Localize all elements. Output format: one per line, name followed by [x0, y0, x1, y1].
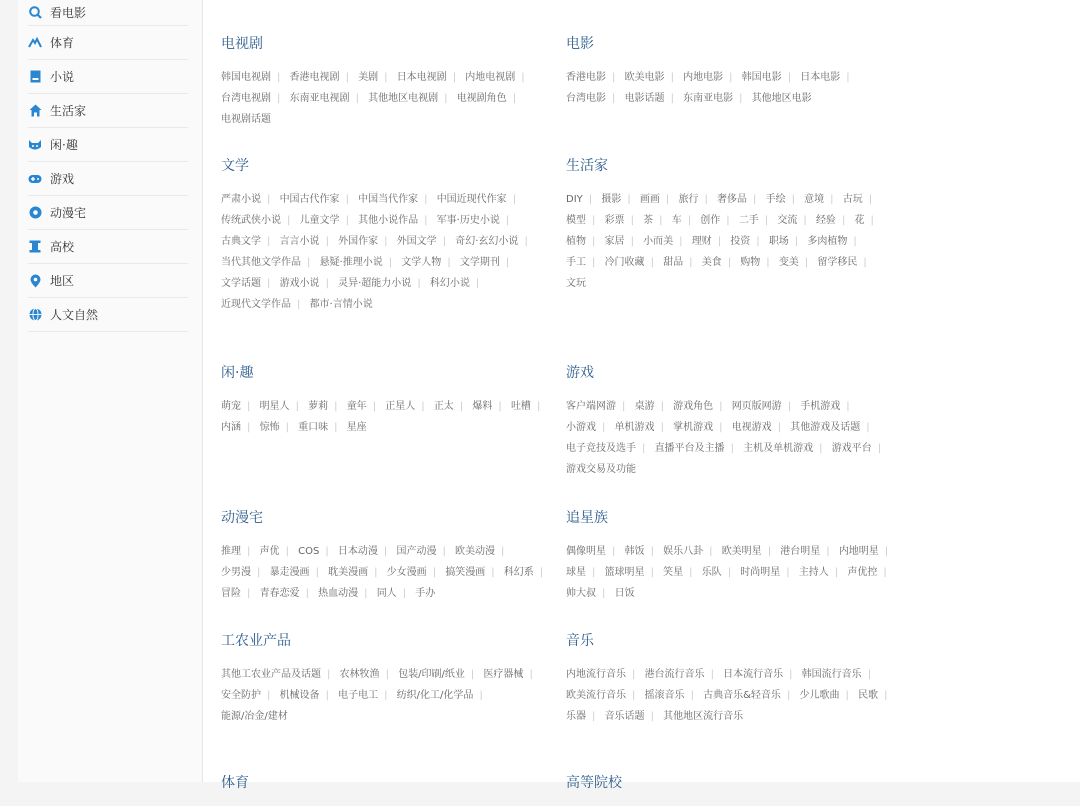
- section-title[interactable]: 高等院校: [566, 775, 622, 791]
- tag-list: [566, 189, 896, 294]
- tag-link[interactable]: 交流 |: [777, 215, 812, 226]
- tag-link[interactable]: 同人 |: [377, 588, 412, 599]
- section-title[interactable]: 闲·趣: [221, 365, 254, 381]
- tag-link[interactable]: 摇滚音乐 |: [645, 690, 700, 701]
- tag-link[interactable]: 家居 |: [605, 236, 640, 247]
- tag-link[interactable]: 经验 |: [816, 215, 851, 226]
- film-search-icon: [28, 6, 42, 20]
- section-title[interactable]: 电视剧: [221, 36, 263, 52]
- tag-link[interactable]: 手机游戏 |: [800, 401, 855, 412]
- sidebar-item-label: 地区: [50, 274, 75, 288]
- tag-link[interactable]: 传统武侠小说 |: [221, 215, 296, 226]
- sidebar-item-label: 闲·趣: [50, 138, 78, 152]
- tag-link[interactable]: 台湾电影 |: [566, 93, 621, 104]
- tag-link[interactable]: 都市·言情小说: [309, 299, 373, 310]
- tag-link[interactable]: 电影话题 |: [625, 93, 680, 104]
- sidebar-item-label: 体育: [50, 36, 75, 50]
- tag-link[interactable]: 少儿歌曲 |: [800, 690, 855, 701]
- sidebar-item-label: 高校: [50, 240, 75, 254]
- section-title[interactable]: 生活家: [566, 158, 608, 174]
- tag-link[interactable]: 科幻系 |: [504, 567, 549, 578]
- tag-link[interactable]: 冒险 |: [221, 588, 256, 599]
- tag-link[interactable]: 其他地区电视剧 |: [368, 93, 453, 104]
- tag-link[interactable]: 安全防护 |: [221, 690, 276, 701]
- tag-link[interactable]: 电视剧角色 |: [457, 93, 522, 104]
- tag-link[interactable]: 青春恋爱 |: [260, 588, 315, 599]
- tag-link[interactable]: 外国作家 |: [338, 236, 393, 247]
- tag-link[interactable]: 掌机游戏 |: [673, 422, 728, 433]
- tag-link[interactable]: 文学人物 |: [401, 257, 456, 268]
- sidebar-item-life[interactable]: [28, 94, 188, 128]
- section-sports: [221, 774, 551, 806]
- tag-link[interactable]: 小游戏 |: [566, 422, 611, 433]
- tag-link[interactable]: 欧美明星 |: [722, 546, 777, 557]
- section-title[interactable]: 音乐: [566, 633, 594, 649]
- tag-link[interactable]: 欧美电影 |: [625, 72, 680, 83]
- tag-link[interactable]: 偶像明星 |: [566, 546, 621, 557]
- section-fun: [221, 364, 551, 438]
- tag-link[interactable]: 纺织/化工/化学品 |: [397, 690, 489, 701]
- tag-link[interactable]: 手绘 |: [766, 194, 801, 205]
- tag-link[interactable]: COS |: [298, 546, 335, 557]
- home-icon: [28, 104, 42, 118]
- sidebar-item-label: 小说: [50, 70, 75, 84]
- tag-link[interactable]: 手工 |: [566, 257, 601, 268]
- tag-link[interactable]: 职场 |: [769, 236, 804, 247]
- tag-link[interactable]: 欧美流行音乐 |: [566, 690, 641, 701]
- tag-link[interactable]: 其他工农业产品及话题 |: [221, 669, 336, 680]
- tag-link[interactable]: 内地电视剧 |: [465, 72, 530, 83]
- tag-link[interactable]: DIY |: [566, 194, 598, 205]
- tag-link[interactable]: 购物 |: [740, 257, 775, 268]
- tag-link[interactable]: 游戏角色 |: [673, 401, 728, 412]
- tag-link[interactable]: 游戏小说 |: [280, 278, 335, 289]
- tag-link[interactable]: 日本动漫 |: [338, 546, 393, 557]
- tag-link[interactable]: 主持人 |: [799, 567, 844, 578]
- tag-link[interactable]: 医疗器械 |: [483, 669, 538, 680]
- tag-link[interactable]: 其他游戏及话题 |: [790, 422, 875, 433]
- tag-link[interactable]: 娱乐八卦 |: [663, 546, 718, 557]
- tag-link[interactable]: 儿童文学 |: [300, 215, 355, 226]
- tag-link[interactable]: 萝莉 |: [308, 401, 343, 412]
- tag-link[interactable]: 日饭: [614, 588, 635, 599]
- tag-link[interactable]: 日本电视剧 |: [397, 72, 462, 83]
- tag-list: [566, 664, 896, 727]
- tag-link[interactable]: 悬疑·推理小说 |: [320, 257, 399, 268]
- tag-list: [221, 664, 551, 727]
- tag-link[interactable]: 古典音乐&轻音乐 |: [703, 690, 796, 701]
- tag-link[interactable]: 古玩 |: [843, 194, 878, 205]
- section-movies: [566, 35, 896, 109]
- tag-list: [566, 67, 896, 109]
- section-title[interactable]: 工农业产品: [221, 633, 291, 649]
- tag-link[interactable]: 其他地区电影: [751, 93, 812, 104]
- section-title[interactable]: 文学: [221, 158, 249, 174]
- tag-link[interactable]: 明星人 |: [260, 401, 305, 412]
- location-pin-icon: [28, 274, 42, 288]
- tag-link[interactable]: 多肉植物 |: [807, 236, 862, 247]
- sidebar-item-label: 游戏: [50, 172, 75, 186]
- tag-link[interactable]: 冷门收藏 |: [605, 257, 660, 268]
- tag-link[interactable]: 茶 |: [643, 215, 668, 226]
- gamepad-icon: [28, 172, 42, 186]
- sidebar-item-fun[interactable]: [28, 128, 188, 162]
- section-title[interactable]: 追星族: [566, 510, 608, 526]
- section-tv-series: [221, 35, 551, 130]
- section-title[interactable]: 动漫宅: [221, 510, 263, 526]
- tag-link[interactable]: 奇幻·玄幻小说 |: [455, 236, 534, 247]
- tag-link[interactable]: 游戏交易及功能: [566, 464, 636, 475]
- sidebar-item-anime[interactable]: [28, 196, 188, 230]
- tag-link[interactable]: 国产动漫 |: [396, 546, 451, 557]
- tag-link[interactable]: 文玩: [566, 278, 586, 289]
- book-icon: [28, 70, 42, 84]
- tag-list: [221, 396, 551, 438]
- tag-link[interactable]: 爆料 |: [472, 401, 507, 412]
- tag-link[interactable]: 声优控 |: [847, 567, 892, 578]
- tag-link[interactable]: 意境 |: [804, 194, 839, 205]
- tag-link[interactable]: 花 |: [855, 215, 880, 226]
- tag-link[interactable]: 台湾电视剧 |: [221, 93, 286, 104]
- tag-link[interactable]: 甜品 |: [663, 257, 698, 268]
- category-panel: [203, 0, 1080, 791]
- tag-link[interactable]: 外国文学 |: [397, 236, 452, 247]
- section-lifestyle: [566, 157, 896, 294]
- tag-list: [221, 67, 551, 130]
- tag-link[interactable]: 正星人 |: [385, 401, 430, 412]
- globe-icon: [28, 308, 42, 322]
- sidebar-item-schools[interactable]: [28, 230, 188, 264]
- sidebar-item-regions[interactable]: [28, 264, 188, 298]
- tag-link[interactable]: 球星 |: [566, 567, 601, 578]
- tag-link[interactable]: 暴走漫画 |: [270, 567, 325, 578]
- section-title[interactable]: 电影: [566, 36, 594, 52]
- tag-link[interactable]: 美食 |: [702, 257, 737, 268]
- tag-link[interactable]: 日本电影 |: [800, 72, 855, 83]
- tag-link[interactable]: 网页版网游 |: [732, 401, 797, 412]
- tag-link[interactable]: 文学话题 |: [221, 278, 276, 289]
- tag-link[interactable]: 近现代文学作品 |: [221, 299, 306, 310]
- tag-link[interactable]: 韩国电视剧 |: [221, 72, 286, 83]
- tag-link[interactable]: 声优 |: [260, 546, 295, 557]
- tag-link[interactable]: 车 |: [672, 215, 697, 226]
- tag-link[interactable]: 星座: [346, 422, 367, 433]
- tag-link[interactable]: 内地电影 |: [683, 72, 738, 83]
- tag-link[interactable]: 手办: [415, 588, 436, 599]
- sidebar-item-label: 动漫宅: [50, 206, 87, 220]
- tag-link[interactable]: 变美 |: [779, 257, 814, 268]
- tag-link[interactable]: 东南亚电视剧 |: [290, 93, 365, 104]
- tag-link[interactable]: 包装/印刷/纸业 |: [398, 669, 480, 680]
- tag-link[interactable]: 摄影 |: [601, 194, 636, 205]
- sidebar-item-novels[interactable]: [28, 60, 188, 94]
- sidebar-item-label: 人文自然: [50, 308, 99, 322]
- tag-link[interactable]: 民歌 |: [858, 690, 893, 701]
- sidebar-item-sports[interactable]: [28, 26, 188, 60]
- sidebar-item-games[interactable]: [28, 162, 188, 196]
- tag-link[interactable]: 旅行 |: [678, 194, 713, 205]
- tag-link[interactable]: 笑星 |: [663, 567, 698, 578]
- sidebar-item-label: 看电影: [50, 6, 87, 20]
- section-literature: [221, 157, 551, 315]
- tag-link[interactable]: 韩国电影 |: [742, 72, 797, 83]
- tag-link[interactable]: 电子电工 |: [338, 690, 393, 701]
- tag-link[interactable]: 画画 |: [640, 194, 675, 205]
- tag-link[interactable]: 直播平台及主播 |: [655, 443, 740, 454]
- section-music: [566, 632, 896, 727]
- sidebar-item-humanities[interactable]: [28, 298, 188, 332]
- section-universities: [566, 774, 896, 806]
- tag-link[interactable]: 少男漫 |: [221, 567, 266, 578]
- tag-link[interactable]: 电视游戏 |: [732, 422, 787, 433]
- tag-link[interactable]: 港台流行音乐 |: [645, 669, 720, 680]
- section-games: [566, 364, 896, 480]
- sidebar-item-movies[interactable]: [28, 0, 188, 26]
- tag-link[interactable]: 中国古代作家 |: [280, 194, 355, 205]
- sports-icon: [28, 36, 42, 50]
- tag-link[interactable]: 当代其他文学作品 |: [221, 257, 316, 268]
- tag-link[interactable]: 搞笑漫画 |: [445, 567, 500, 578]
- tag-link[interactable]: 严肃小说 |: [221, 194, 276, 205]
- tag-link[interactable]: 乐器 |: [566, 711, 601, 722]
- tag-link[interactable]: 中国当代作家 |: [358, 194, 433, 205]
- tag-list: [566, 396, 896, 480]
- section-title[interactable]: 体育: [221, 775, 249, 791]
- tag-link[interactable]: 音乐话题 |: [605, 711, 660, 722]
- tag-link[interactable]: 中国近现代作家 |: [437, 194, 522, 205]
- tag-link[interactable]: 电视剧话题: [221, 114, 271, 125]
- tag-link[interactable]: 韩国流行音乐 |: [802, 669, 877, 680]
- tag-list: [221, 189, 551, 315]
- school-icon: [28, 240, 42, 254]
- tag-link[interactable]: 篮球明星 |: [605, 567, 660, 578]
- tag-link[interactable]: 理财 |: [692, 236, 727, 247]
- tag-link[interactable]: 帅大叔 |: [566, 588, 611, 599]
- section-anime: [221, 509, 551, 604]
- tag-link[interactable]: 能源/冶金/建材: [221, 711, 288, 722]
- anime-icon: [28, 206, 42, 220]
- sidebar: [18, 0, 203, 782]
- tag-link[interactable]: 美剧 |: [358, 72, 393, 83]
- tag-list: [221, 541, 551, 604]
- tag-link[interactable]: 言言小说 |: [280, 236, 335, 247]
- tag-link[interactable]: 热血动漫 |: [318, 588, 373, 599]
- tag-link[interactable]: 内地流行音乐 |: [566, 669, 641, 680]
- tag-link[interactable]: 重口味 |: [298, 422, 343, 433]
- tag-link[interactable]: 单机游戏 |: [615, 422, 670, 433]
- tag-link[interactable]: 东南亚电影 |: [683, 93, 748, 104]
- tag-link[interactable]: 萌宠 |: [221, 401, 256, 412]
- tag-link[interactable]: 吐槽 |: [511, 401, 546, 412]
- tag-link[interactable]: 欧美动漫 |: [455, 546, 510, 557]
- tag-link[interactable]: 正太 |: [434, 401, 469, 412]
- sidebar-item-label: 生活家: [50, 104, 87, 118]
- tag-link[interactable]: 内涵 |: [221, 422, 256, 433]
- tag-link[interactable]: 农林牧渔 |: [340, 669, 395, 680]
- tag-link[interactable]: 植物 |: [566, 236, 601, 247]
- tag-link[interactable]: 桌游 |: [635, 401, 670, 412]
- tag-link[interactable]: 留学移民 |: [817, 257, 872, 268]
- tag-link[interactable]: 古典文学 |: [221, 236, 276, 247]
- tag-link[interactable]: 其他小说作品 |: [358, 215, 433, 226]
- tag-link[interactable]: 科幻小说 |: [430, 278, 485, 289]
- tag-link[interactable]: 主机及单机游戏 |: [743, 443, 828, 454]
- tag-link[interactable]: 少女漫画 |: [387, 567, 442, 578]
- tag-link[interactable]: 文学期刊 |: [460, 257, 515, 268]
- section-star-fans: [566, 509, 896, 604]
- tag-link[interactable]: 乐队 |: [702, 567, 737, 578]
- section-industrial-products: [221, 632, 551, 727]
- tag-link[interactable]: 港台明星 |: [780, 546, 835, 557]
- tag-link[interactable]: 二手 |: [739, 215, 774, 226]
- tag-link[interactable]: 投资 |: [730, 236, 765, 247]
- tag-link[interactable]: 推理 |: [221, 546, 256, 557]
- tag-link[interactable]: 耽美漫画 |: [328, 567, 383, 578]
- tag-link[interactable]: 军事·历史小说 |: [437, 215, 516, 226]
- tag-link[interactable]: 日本流行音乐 |: [723, 669, 798, 680]
- tag-link[interactable]: 机械设备 |: [280, 690, 335, 701]
- tag-link[interactable]: 时尚明星 |: [740, 567, 795, 578]
- tag-link[interactable]: 内地明星 |: [839, 546, 894, 557]
- tag-link[interactable]: 惊怖 |: [260, 422, 295, 433]
- tag-link[interactable]: 童年 |: [347, 401, 382, 412]
- tag-link[interactable]: 电子竞技及选手 |: [566, 443, 651, 454]
- tag-link[interactable]: 彩票 |: [605, 215, 640, 226]
- tag-list: [566, 541, 896, 604]
- tag-link[interactable]: 客户端网游 |: [566, 401, 631, 412]
- tag-link[interactable]: 香港电视剧 |: [290, 72, 355, 83]
- tag-link[interactable]: 小而美 |: [643, 236, 688, 247]
- tag-link[interactable]: 奢侈品 |: [717, 194, 762, 205]
- cat-icon: [28, 138, 42, 152]
- tag-link[interactable]: 创作 |: [700, 215, 735, 226]
- tag-link[interactable]: 其他地区流行音乐: [663, 711, 744, 722]
- tag-link[interactable]: 韩饭 |: [625, 546, 660, 557]
- tag-link[interactable]: 香港电影 |: [566, 72, 621, 83]
- tag-link[interactable]: 模型 |: [566, 215, 601, 226]
- tag-link[interactable]: 灵异·超能力小说 |: [338, 278, 427, 289]
- section-title[interactable]: 游戏: [566, 365, 594, 381]
- tag-link[interactable]: 游戏平台 |: [832, 443, 887, 454]
